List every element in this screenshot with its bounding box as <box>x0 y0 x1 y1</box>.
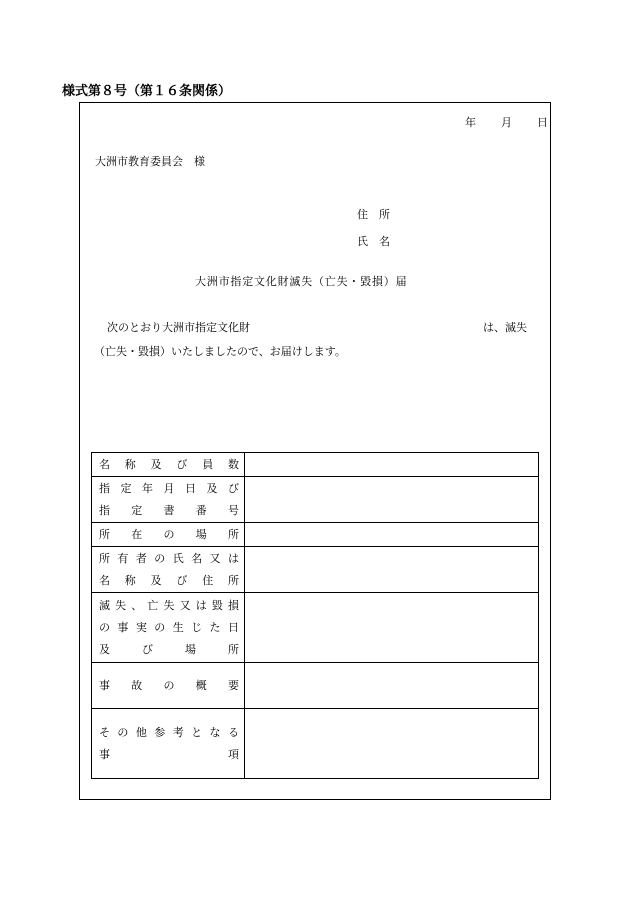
form-number-label: 様式第８号（第１６条関係） <box>62 84 232 99</box>
row-value-cell[interactable] <box>245 663 539 709</box>
row-label-line: そ の 他 参 考 と な る <box>99 725 239 739</box>
name-label: 氏 名 <box>357 235 390 248</box>
row-label-line: 所 有 者 の 氏 名 又 は <box>99 551 239 565</box>
table-row <box>92 523 539 547</box>
row-value-cell[interactable] <box>245 477 539 523</box>
row-label-line: 名 称 及 び 員 数 <box>99 457 239 471</box>
row-label <box>92 453 245 477</box>
row-label-line: 滅 失 、 亡 失 又 は 毀 損 <box>99 598 239 612</box>
row-label <box>92 477 245 523</box>
row-label <box>92 547 245 593</box>
table-row <box>92 547 539 593</box>
row-label-line: 名 称 及 び 住 所 <box>99 573 239 587</box>
table-row <box>92 663 539 709</box>
details-table <box>91 452 539 779</box>
table-row <box>92 453 539 477</box>
row-value-cell[interactable] <box>245 547 539 593</box>
table-row <box>92 709 539 779</box>
row-label-line: 指 定 書 番 号 <box>99 503 239 517</box>
row-label-line: 事 故 の 概 要 <box>99 678 239 692</box>
row-value-cell[interactable] <box>245 593 539 663</box>
body-line1-end: は、滅失 <box>483 321 527 334</box>
row-value-cell[interactable] <box>245 453 539 477</box>
date-day: 日 <box>537 116 548 129</box>
row-value-cell[interactable] <box>245 523 539 547</box>
row-label <box>92 663 245 709</box>
row-label <box>92 593 245 663</box>
row-label <box>92 523 245 547</box>
row-label-line: 指 定 年 月 日 及 び <box>99 481 239 495</box>
body-line2: （亡失・毀損）いたしましたので、お届けします。 <box>94 345 346 358</box>
row-label-line: の 事 実 の 生 じ た 日 <box>99 620 239 634</box>
body-line1-start: 次のとおり大洲市指定文化財 <box>107 321 250 334</box>
row-label-line: 所 在 の 場 所 <box>99 527 239 541</box>
document-title: 大洲市指定文化財滅失（亡失・毀損）届 <box>195 275 408 288</box>
date-line <box>465 116 548 130</box>
date-month: 月 <box>501 116 512 129</box>
table-row <box>92 593 539 663</box>
address-label: 住 所 <box>357 208 390 221</box>
row-label-line: 事 項 <box>99 747 239 761</box>
addressee: 大洲市教育委員会 様 <box>95 155 205 168</box>
date-year: 年 <box>465 116 476 129</box>
row-value-cell[interactable] <box>245 709 539 779</box>
row-label <box>92 709 245 779</box>
table-row <box>92 477 539 523</box>
form-frame <box>79 102 551 800</box>
row-label-line: 及 び 場 所 <box>99 642 239 656</box>
